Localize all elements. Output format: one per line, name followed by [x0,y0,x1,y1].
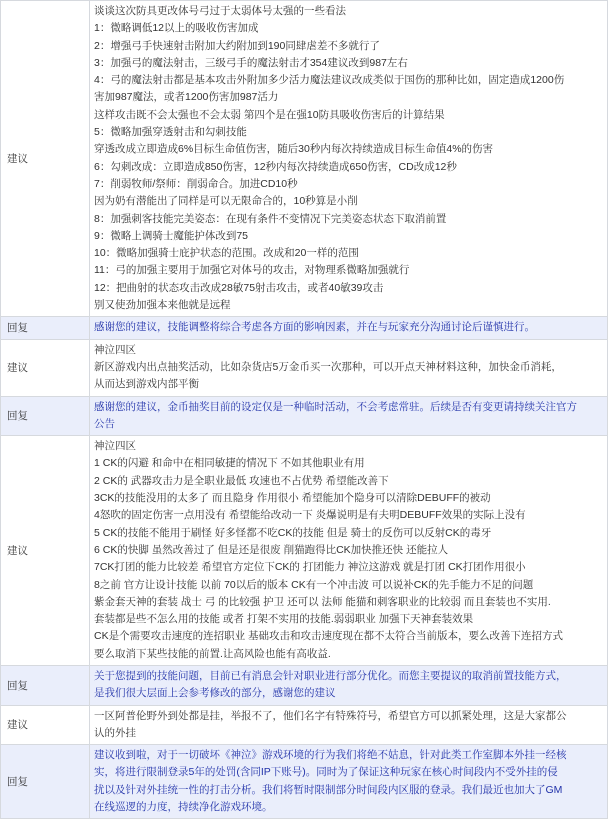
text-line: 11：弓的加强主要用于加强它对体号的攻击，对物理系微略加强就行 [94,264,410,277]
reply-content [90,396,608,436]
reply-label: 回复 [1,317,90,339]
reply-content [90,317,608,339]
text-line: 套装都是些不怎么用的技能 或者 打架不实用的技能.弱弱职业 加强下天神套装效果 [94,613,474,626]
suggestion-label: 建议 [1,339,90,396]
text-line: 害加987魔法，或者1200伤害加987活力 [94,91,279,104]
text-line: 关于您提到的技能问题，目前已有消息会针对职业进行部分优化。而您主要提议的取消前置技能方式， [94,669,567,682]
text-line: 3：加强弓的魔法射击，三级弓手的魔法射击才354建议改到987左右 [94,56,408,69]
suggestion-row [1,705,608,745]
reply-row [1,396,608,436]
text-line: 9：微略上调骑士魔能护体改到75 [94,229,249,242]
text-line: 8之前 官方让设计技能 以前 70以后的版本 CK有一个冲击波 可以说补CK的先手能力不足的问题 [94,578,534,591]
text-line: 4：弓的魔法射击都是基本攻击外附加多少活力魔法建议改成类似于国伤的那种比如，固定造成1200伤 [94,74,565,87]
suggestion-label: 建议 [1,705,90,745]
text-line: 12：把曲射的状态攻击改成28敏75射击攻击，或者40敏39攻击 [94,281,384,294]
text-line: 别又使劲加强本来他就是远程 [94,299,231,312]
reply-row [1,665,608,705]
text-line: 新区游戏内出点抽奖活动，比如杂货店5万金币买一次那种，可以开点天神材料这种，加快金币消耗， [94,360,562,373]
text-line: 感谢您的建议，技能调整将综合考虑各方面的影响因素，并在与玩家充分沟通讨论后谨慎进行。 [94,321,535,334]
text-line: 实，将进行限制登录5年的处罚(含同IP下账号)。同时为了保证这种玩家在核心时间段内不受外挂的侵 [94,766,558,779]
suggestion-content [90,705,608,745]
reply-row [1,745,608,819]
reply-content [90,745,608,819]
text-line: 因为奶有潜能出了同样是可以无限命合的，10秒算是小削 [94,195,358,208]
reply-label: 回复 [1,665,90,705]
suggestion-content [90,339,608,396]
text-line: 7：削弱牧师/祭师：削弱命合。加进CD10秒 [94,177,298,190]
text-line: 神泣四区 [94,440,136,453]
text-line: 2：增强弓手快速射击附加大约附加到190同肆虐差不多就行了 [94,39,380,52]
suggestion-label: 建议 [1,436,90,666]
reply-label: 回复 [1,396,90,436]
text-line: 4怒吹的固定伤害一点用没有 希望能给改动一下 炎爆说明是有夫明DEBUFF效果的实际上没有 [94,509,526,522]
text-line: 感谢您的建议，金币抽奖目前的设定仅是一种临时活动，不会考虑常驻。后续是否有变更请持续关注官方 [94,400,577,413]
reply-content [90,665,608,705]
text-line: 紫金套天神的套装 战士 弓 的比较强 护卫 还可以 法师 能猫和刺客职业的比较弱 而且套装也不实用. [94,595,551,608]
text-line: 是我们很大层面上会参考修改的部分，感谢您的建议 [94,687,336,700]
text-line: 扰以及针对外挂统一性的打击分析。我们将暂时限制部分时间段内区服的登录。我们最近也加大了GM [94,783,563,796]
reply-label: 回复 [1,745,90,819]
text-line: 谈谈这次防具更改体号弓过于太弱体号太强的一些看法 [94,5,346,17]
text-line: 建议收到啦，对于一切破坏《神泣》游戏环境的行为我们将绝不姑息，针对此类工作室脚本外挂一经核 [94,749,567,762]
text-line: 从而达到游戏内部平衡 [94,378,199,391]
suggestion-row [1,436,608,666]
text-line: 1：微略调低12以上的吸收伤害加成 [94,22,259,35]
text-line: 5 CK的技能不能用于刷怪 好多怪都不吃CK的技能 但是 骑士的反伤可以反射CK的毒牙 [94,526,492,539]
suggestion-content [90,436,608,666]
suggestion-content [90,1,608,317]
text-line: 8：加强刺客技能完美姿态：在现有条件不变情况下完美姿态状态下取消前置 [94,212,447,225]
text-line: 10：微略加强骑士庇护状态的范围。改成和20一样的范围 [94,247,359,260]
text-line: CK是个需要攻击速度的连招职业 基础攻击和攻击速度现在都不太符合当前版本，要么改善下连招方式 [94,630,564,643]
text-line: 6 CK的快脚 虽然改善过了 但是还是很废 削猫跑得比CK加快推还快 还能拉人 [94,543,449,556]
text-line: 2 CK的 武器攻击力是全职业最低 攻速也不占优势 希望能改善下 [94,474,389,487]
text-line: 1 CK的闪避 和命中在相同敏捷的情况下 不如其他职业有用 [94,457,365,470]
text-line: 公告 [94,417,115,430]
suggestion-row [1,339,608,396]
text-line: 这样攻击既不会太强也不会太弱 第四个是在强10防具吸收伤害后的计算结果 [94,108,445,121]
feedback-table-body [1,1,608,819]
text-line: 要么取消下某些技能的前置.让高风险也能有高收益. [94,647,331,660]
text-line: 6：勾刺改成：立即造成850伤害，12秒内每次持续造成650伤害，CD改成12秒 [94,160,457,173]
text-line: 穿透改成立即造成6%目标生命值伤害，随后30秒内每次持续造成目标生命值4%的伤害 [94,143,494,156]
text-line: 3CK的技能没用的太多了 而且隐身 作用很小 希望能加个隐身可以清除DEBUFF的被动 [94,492,491,505]
text-line: 在线巡逻的力度，持续净化游戏环境。 [94,801,273,814]
suggestion-row [1,1,608,317]
suggestion-label: 建议 [1,1,90,317]
text-line: 神泣四区 [94,343,136,356]
text-line: 一区阿普伦野外到处都是挂，举报不了，他们名字有特殊符号，希望官方可以抓紧处理，这是大家都公 [94,709,567,722]
text-line: 5：微略加强穿透射击和勾刺技能 [94,126,247,139]
text-line: 7CK打团的能力比较差 希望官方定位下CK的 打团能力 神泣这游戏 就是打团 CK打团作用很小 [94,561,526,574]
text-line: 认的外挂 [94,726,136,739]
reply-row [1,317,608,339]
